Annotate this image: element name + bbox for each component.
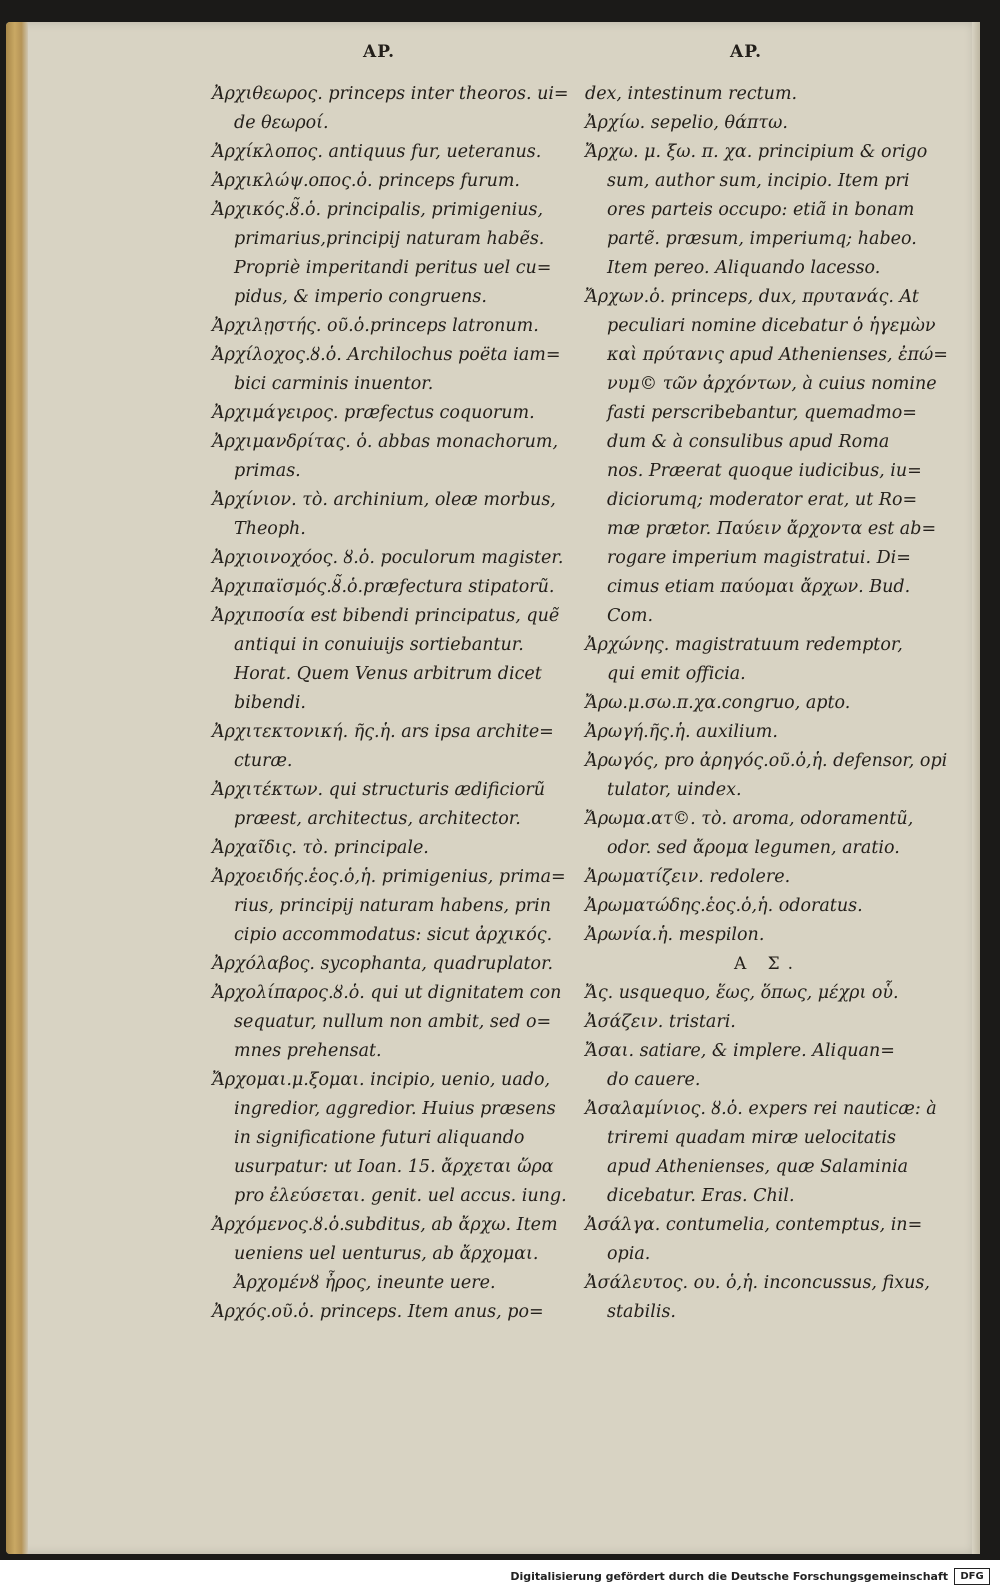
- entry-line: mæ prætor. Παύειν ἄρχοντα est ab=: [607, 519, 937, 539]
- dictionary-entry: [585, 1095, 937, 1211]
- dictionary-entry: [212, 428, 562, 486]
- dictionary-entry: [212, 399, 562, 428]
- running-head-right: AP.: [730, 42, 763, 62]
- dictionary-entry: [212, 341, 562, 399]
- entry-line: Ἀρχιπαϊσμός.ȣ̃.ὁ.præfectura stipatorũ.: [212, 577, 555, 597]
- entry-line: Propriè imperitandi peritus uel cu=: [234, 258, 552, 278]
- dictionary-entry: [585, 1037, 930, 1095]
- entry-line: Ἀρωματώδης.ἑος.ὁ,ἡ. odoratus.: [585, 896, 863, 916]
- dictionary-entry: [585, 283, 948, 631]
- entry-line: mnes prehensat.: [234, 1041, 382, 1061]
- dictionary-entry: [585, 892, 930, 921]
- entry-line: sequatur, nullum non ambit, sed o=: [234, 1012, 552, 1032]
- entry-line: pidus, & imperio congruens.: [234, 287, 487, 307]
- entry-line: Ἀρχίκλοπος. antiquus fur, ueteranus.: [212, 142, 542, 162]
- dictionary-entry: [212, 167, 562, 196]
- dictionary-entry: [585, 109, 930, 138]
- entry-line: Ἀρχοειδής.ἑος.ὁ,ἡ. primigenius, prima=: [212, 867, 566, 887]
- dictionary-entry: [212, 834, 562, 863]
- entry-line: bici carminis inuentor.: [234, 374, 434, 394]
- entry-line: pro ἐλεύσεται. genit. uel accus. iung.: [234, 1186, 567, 1206]
- entry-line: stabilis.: [607, 1302, 676, 1322]
- entry-line: Ἀρωγός, pro ἀρηγός.οῦ.ὁ,ἡ. defensor, opi: [585, 751, 948, 771]
- entry-line: Com.: [607, 606, 654, 626]
- entry-line: rogare imperium magistratui. Di=: [607, 548, 911, 568]
- entry-line: opia.: [607, 1244, 651, 1264]
- entry-line: Ἀρωνία.ἡ. mespilon.: [585, 925, 765, 945]
- dictionary-entry: [212, 573, 562, 602]
- entry-line: ores parteis occupo: etiã in bonam: [607, 200, 915, 220]
- entry-line: Ἀσάζειν. tristari.: [585, 1012, 736, 1032]
- entry-line: Ἀρχικλώψ.οπος.ὁ. princeps furum.: [212, 171, 520, 191]
- entry-line: Ἄρχω. μ. ξω. π. χα. principium & origo: [585, 142, 928, 162]
- entry-line: nos. Præerat quoque iudicibus, iu=: [607, 461, 922, 481]
- dictionary-entry: [585, 138, 930, 283]
- entry-line: Ἀσάλγα. contumelia, contemptus, in=: [585, 1215, 923, 1235]
- entry-line: primarius,principij naturam habẽs.: [234, 229, 545, 249]
- entry-line: sum, author sum, incipio. Item pri: [607, 171, 910, 191]
- entry-line: Ἀρχικός.ȣ̃.ὁ. principalis, primigenius,: [212, 200, 544, 220]
- entry-line: Ἀρχόλαβος. sycophanta, quadruplator.: [212, 954, 554, 974]
- entry-line: fasti perscribebantur, quemadmo=: [607, 403, 917, 423]
- entry-line: ueniens uel uenturus, ab ἄρχομαι.: [234, 1244, 539, 1264]
- entry-line: Horat. Quem Venus arbitrum dicet: [234, 664, 542, 684]
- entry-line: Ἀσάλευτος. ου. ὁ,ἡ. inconcussus, fixus,: [585, 1273, 930, 1293]
- dictionary-entry: [585, 921, 930, 950]
- entry-line: de θεωροί.: [234, 113, 329, 133]
- entry-line: Ἀρχίνιον. τὸ. archinium, oleæ morbus,: [212, 490, 556, 510]
- dictionary-entry: [585, 718, 930, 747]
- entry-line: cipio accommodatus: sicut ἀρχικός.: [234, 925, 553, 945]
- dictionary-entry: [212, 718, 562, 776]
- dictionary-entry: [212, 950, 562, 979]
- footer-credit: Digitalisierung gefördert durch die Deutsche Forschungsgemeinschaft: [510, 1570, 948, 1583]
- entry-line: bibendi.: [234, 693, 306, 713]
- entry-line: dum & à consulibus apud Roma: [607, 432, 890, 452]
- dictionary-entry: [585, 1211, 930, 1269]
- dictionary-entry: [585, 1269, 930, 1327]
- entry-line: καὶ πρύτανις apud Athenienses, ἐπώ=: [607, 345, 948, 365]
- entry-line: apud Athenienses, quæ Salaminia: [607, 1157, 909, 1177]
- dictionary-entry: [212, 979, 562, 1066]
- entry-line: Ἀρχιοινοχόος. ȣ.ὁ. poculorum magister.: [212, 548, 564, 568]
- entry-line: in significatione futuri aliquando: [234, 1128, 525, 1148]
- dictionary-entry: [585, 1008, 930, 1037]
- entry-line: Ἀρχιποσία est bibendi principatus, quẽ: [212, 606, 560, 626]
- page-fore-edge: [6, 22, 28, 1554]
- entry-line: Ἄρωμα.ατ©. τὸ. aroma, odoramentũ,: [585, 809, 914, 829]
- dictionary-entry: [212, 544, 562, 573]
- footer-bar: [0, 1560, 1000, 1592]
- dictionary-entry: [585, 805, 930, 863]
- dictionary-entry: [212, 1066, 567, 1211]
- entry-line: Ἀρχός.οῦ.ὁ. princeps. Item anus, po=: [212, 1302, 544, 1322]
- entry-line: Ἀρχιμανδρίτας. ὁ. abbas monachorum,: [212, 432, 559, 452]
- entry-line: triremi quadam miræ uelocitatis: [607, 1128, 896, 1148]
- entry-line: νυμ© τῶν ἀρχόντων, à cuius nomine: [607, 374, 937, 394]
- entry-line: rius, principij naturam habens, prin: [234, 896, 551, 916]
- running-head-left: AP.: [363, 42, 396, 62]
- dictionary-entry: [212, 1298, 562, 1327]
- dictionary-entry: [212, 486, 562, 544]
- entry-line: odor. sed ἄρομα legumen, aratio.: [607, 838, 900, 858]
- dictionary-entry: [212, 776, 562, 834]
- entry-line: Ἀρχώνης. magistratuum redemptor,: [585, 635, 903, 655]
- entry-line: Ἀρωματίζειν. redolere.: [585, 867, 791, 887]
- entry-line: Ἀρχιμάγειρος. præfectus coquorum.: [212, 403, 535, 423]
- entry-line: Ἄσαι. satiare, & implere. Aliquan=: [585, 1041, 895, 1061]
- entry-line: cturæ.: [234, 751, 293, 771]
- entry-line: diciorumq; moderator erat, ut Ro=: [607, 490, 918, 510]
- entry-line: Ἀρχαῖδις. τὸ. principale.: [212, 838, 429, 858]
- dictionary-entry: [585, 863, 930, 892]
- entry-line: peculiari nomine dicebatur ὁ ἡγεμὼν: [607, 316, 936, 336]
- entry-line: Ἀρχόμενος.ȣ.ὁ.subditus, ab ἄρχω. Item: [212, 1215, 558, 1235]
- entry-line: ingredior, aggredior. Huius præsens: [234, 1099, 556, 1119]
- entry-line: Ἀρχολίπαρος.ȣ.ὁ. qui ut dignitatem con: [212, 983, 562, 1003]
- dictionary-entry: [212, 1211, 562, 1298]
- entry-line: Item pereo. Aliquando lacesso.: [607, 258, 881, 278]
- entry-line: Ἀσαλαμίνιος. ȣ.ὁ. expers rei nauticæ: à: [585, 1099, 937, 1119]
- entry-line: Ἄς. usquequo, ἕως, ὅπως, μέχρι οὗ.: [585, 983, 899, 1003]
- entry-line: præest, architectus, architector.: [234, 809, 521, 829]
- section-heading-as: Α Σ.: [733, 954, 802, 974]
- entry-line: partẽ. præsum, imperiumq; habeo.: [607, 229, 917, 249]
- entry-line: Ἀρχιλῃστής. οῦ.ὁ.princeps latronum.: [212, 316, 539, 336]
- entry-line: cimus etiam παύομαι ἄρχων. Bud.: [607, 577, 911, 597]
- dictionary-entry: [585, 747, 948, 805]
- dictionary-entry: [212, 602, 562, 718]
- entry-line: Ἀρχιτεκτονική. ῆς.ἡ. ars ipsa archite=: [212, 722, 554, 742]
- entry-line: Ἄρχομαι.μ.ξομαι. incipio, uenio, uado,: [212, 1070, 551, 1090]
- entry-line: Ἀρχιτέκτων. qui structuris ædificiorũ: [212, 780, 546, 800]
- dictionary-entry: [212, 863, 566, 950]
- entry-line: usurpatur: ut Ioan. 15. ἄρχεται ὥρα: [234, 1157, 554, 1177]
- entry-line: Ἀρχίλοχος.ȣ.ὁ. Archilochus poëta iam=: [212, 345, 561, 365]
- entry-line: Ἄρω.μ.σω.π.χα.congruo, apto.: [585, 693, 851, 713]
- entry-line: Ἄρχων.ὁ. princeps, dux, πρυτανάς. At: [585, 287, 919, 307]
- entry-line: qui emit officia.: [607, 664, 746, 684]
- dictionary-entry: [585, 80, 930, 109]
- entry-line: primas.: [234, 461, 301, 481]
- entry-line: Ἀρχομένȣ ἦρος, ineunte uere.: [234, 1273, 496, 1293]
- entry-line: do cauere.: [607, 1070, 701, 1090]
- entry-line: dex, intestinum rectum.: [585, 84, 798, 104]
- entry-line: Ἀρχιθεωρος. princeps inter theoros. ui=: [212, 84, 569, 104]
- entry-line: Theoph.: [234, 519, 306, 539]
- page-gutter-edge: [972, 22, 980, 1554]
- left-column: [212, 80, 569, 1327]
- dictionary-entry: [212, 196, 562, 312]
- dfg-logo: DFG: [954, 1568, 990, 1585]
- dictionary-entry: [585, 689, 930, 718]
- entry-line: tulator, uindex.: [607, 780, 742, 800]
- dictionary-entry: [585, 979, 930, 1008]
- dictionary-entry: [212, 80, 569, 138]
- entry-line: Ἀρχίω. sepelio, θάπτω.: [585, 113, 788, 133]
- right-column: [585, 80, 948, 1327]
- entry-line: dicebatur. Eras. Chil.: [607, 1186, 795, 1206]
- dictionary-entry: [212, 312, 562, 341]
- entry-line: Ἀρωγή.ῆς.ἡ. auxilium.: [585, 722, 778, 742]
- dictionary-entry: [212, 138, 562, 167]
- entry-line: antiqui in conuiuijs sortiebantur.: [234, 635, 524, 655]
- dictionary-entry: [585, 631, 930, 689]
